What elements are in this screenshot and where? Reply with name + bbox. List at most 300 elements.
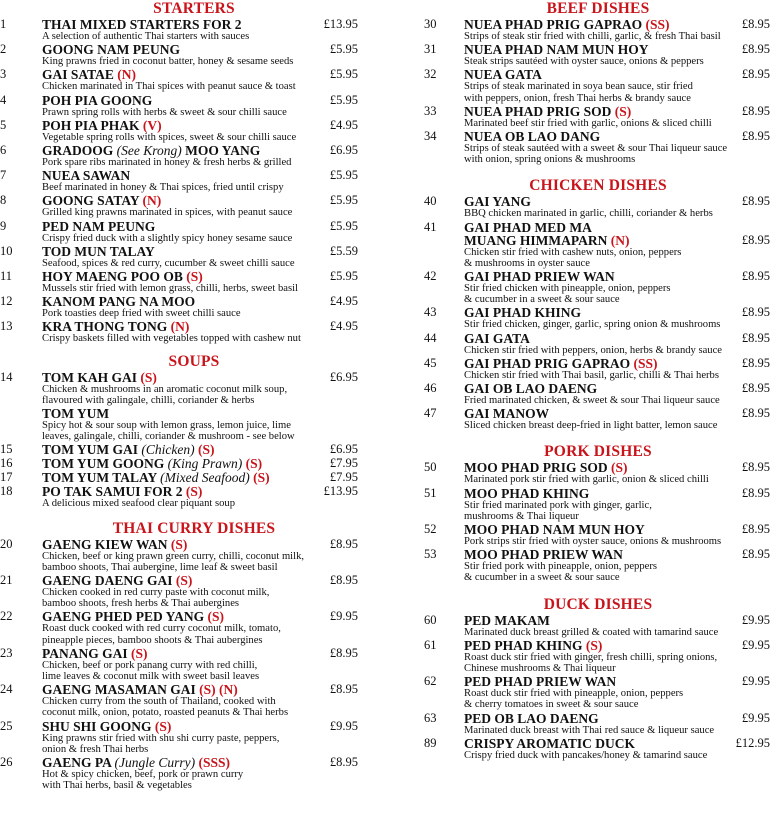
menu-item xyxy=(420,382,776,406)
menu-item xyxy=(0,538,388,573)
menu-item xyxy=(420,548,776,583)
menu-item xyxy=(0,119,388,143)
item-name-text: PO TAK SAMUI FOR 2 xyxy=(42,484,183,500)
item-name xyxy=(464,68,776,81)
item-number: 20 xyxy=(0,536,13,551)
item-description: King prawns stir fried with shu shi curry paste, peppers, xyxy=(42,732,280,744)
item-name xyxy=(464,523,776,536)
item-description: Spicy hot & sour soup with lemon grass, lemon juice, lime xyxy=(42,420,291,432)
dietary-tag: (N) xyxy=(170,319,190,335)
item-name-text: GAI PHAD PRIG GAPRAO xyxy=(464,355,631,371)
item-price: £9.95 xyxy=(741,674,770,689)
item-price: £8.95 xyxy=(741,269,770,284)
item-name xyxy=(464,407,776,420)
item-description: Chicken cooked in red curry paste with coconut milk, xyxy=(42,587,270,599)
item-number: 14 xyxy=(0,369,13,384)
item-name-text: PED NAM PEUNG xyxy=(42,218,156,234)
dietary-tag: (S) (N) xyxy=(199,682,238,698)
item-name-line2 xyxy=(464,234,776,247)
dietary-tag: (S) xyxy=(197,442,215,458)
item-number: 43 xyxy=(424,305,437,320)
item-number: 6 xyxy=(0,143,7,158)
section-title: BEEF DISHES xyxy=(546,0,650,17)
item-name xyxy=(464,18,776,31)
menu-item xyxy=(420,357,776,381)
item-name xyxy=(464,487,776,500)
item-description: Mussels stir fried with lemon grass, chilli, herbs, sweet basil xyxy=(42,283,298,295)
item-price: £9.95 xyxy=(741,710,770,725)
item-price: £5.95 xyxy=(329,218,358,233)
item-price: £8.95 xyxy=(329,573,358,588)
item-name-text: GAENG KIEW WAN xyxy=(42,536,168,552)
menu-item xyxy=(0,245,388,269)
item-number: 41 xyxy=(424,219,437,234)
menu-item xyxy=(0,471,388,484)
menu-item xyxy=(0,683,388,718)
item-number: 40 xyxy=(424,194,437,209)
item-number: 16 xyxy=(0,456,13,471)
dietary-tag: (SS) xyxy=(633,355,658,371)
menu-item xyxy=(420,18,776,42)
item-number: 30 xyxy=(424,17,437,31)
dietary-tag: (N) xyxy=(117,67,137,83)
item-name-text: POH PIA PHAK xyxy=(42,117,140,133)
item-number: 15 xyxy=(0,442,13,457)
item-description: Pork toasties deep fried with sweet chilli sauce xyxy=(42,308,241,320)
menu-item xyxy=(0,68,388,92)
item-name-text: GAI YANG xyxy=(464,194,531,210)
item-price: £8.95 xyxy=(741,194,770,209)
item-name-text: GAI SATAE xyxy=(42,67,114,83)
item-number: 18 xyxy=(0,484,13,499)
item-name-text: MOO PHAD PRIG SOD xyxy=(464,460,608,476)
menu-section xyxy=(420,177,776,431)
item-price: £8.95 xyxy=(741,381,770,396)
menu-item xyxy=(0,720,388,755)
item-name-text: KRA THONG TONG xyxy=(42,319,168,335)
menu-item xyxy=(0,610,388,645)
item-number: 13 xyxy=(0,319,13,334)
item-description: Chicken & mushrooms in an aromatic coconut milk soup, xyxy=(42,383,288,395)
item-number: 47 xyxy=(424,406,437,421)
item-name-text: GAENG PHED PED YANG xyxy=(42,609,205,625)
item-description: mushrooms & Thai liqueur xyxy=(464,510,579,522)
item-description: Seafood, spices & red curry, cucumber & sweet chilli sauce xyxy=(42,257,295,269)
item-number: 50 xyxy=(424,460,437,475)
dietary-tag: (S) xyxy=(207,609,225,625)
item-price: £13.95 xyxy=(323,17,358,31)
item-name-text: MUANG HIMMAPARN xyxy=(464,232,608,248)
menu-item xyxy=(420,639,776,674)
dietary-tag: (S) xyxy=(186,269,203,285)
item-number: 42 xyxy=(424,269,437,284)
dietary-tag: (S) xyxy=(585,637,603,653)
item-name xyxy=(464,461,776,474)
section-title: CHICKEN DISHES xyxy=(529,177,667,195)
item-name-note: (Jungle Curry) xyxy=(114,755,196,771)
left-column xyxy=(0,0,388,792)
item-price: £5.95 xyxy=(329,269,358,284)
item-number: 11 xyxy=(0,269,13,284)
item-description: Strips of steak stir fried with chilli, garlic, & fresh Thai basil xyxy=(464,31,721,42)
item-name xyxy=(464,332,776,345)
item-number: 10 xyxy=(0,243,13,258)
item-description: Chicken, beef or king prawn green curry, chilli, coconut milk, xyxy=(42,550,305,562)
dietary-tag: (SS) xyxy=(645,17,670,32)
menu-item xyxy=(420,195,776,219)
menu-item xyxy=(0,485,388,509)
item-price: £8.95 xyxy=(741,330,770,345)
menu-section xyxy=(0,353,388,510)
item-number: 60 xyxy=(424,612,437,627)
item-description: Marinated duck breast grilled & coated with tamarind sauce xyxy=(464,626,719,638)
item-name-text: PED OB LAO DAENG xyxy=(464,710,599,726)
item-number: 23 xyxy=(0,645,13,660)
item-name-text: PED MAKAM xyxy=(464,612,550,628)
item-number: 61 xyxy=(424,637,437,652)
menu-item xyxy=(0,94,388,118)
item-name-text: PED PHAD PRIEW WAN xyxy=(464,674,617,690)
item-name-text: MOO PHAD KHING xyxy=(464,485,590,501)
item-number: 62 xyxy=(424,674,437,689)
item-name-text: MOO PHAD PRIEW WAN xyxy=(464,547,623,563)
item-price: £7.95 xyxy=(329,456,358,471)
item-price: £6.95 xyxy=(329,442,358,457)
item-name-text: THAI MIXED STARTERS FOR 2 xyxy=(42,17,242,32)
section-title: THAI CURRY DISHES xyxy=(112,519,276,537)
menu-item xyxy=(420,675,776,710)
item-number: 89 xyxy=(424,735,437,750)
item-price: £5.95 xyxy=(329,193,358,208)
menu-item xyxy=(420,487,776,522)
item-description: onion & fresh Thai herbs xyxy=(42,743,149,755)
item-price: £5.59 xyxy=(329,243,358,258)
item-name xyxy=(464,130,776,143)
item-name-text: NUEA PHAD PRIG GAPRAO xyxy=(464,17,643,32)
item-name-text: GOONG NAM PEUNG xyxy=(42,42,180,58)
item-name-text: GAI MANOW xyxy=(464,406,550,422)
menu-item xyxy=(0,169,388,193)
item-description: Fried marinated chicken, & sweet & sour Thai liqueur sauce xyxy=(464,395,720,407)
menu-item xyxy=(0,270,388,294)
menu-item xyxy=(0,647,388,682)
item-description: Roast duck stir fried with ginger, fresh chilli, spring onions, xyxy=(464,651,718,663)
item-name-text: NUEA OB LAO DANG xyxy=(464,129,601,145)
item-number: 33 xyxy=(424,103,437,118)
menu-item xyxy=(420,461,776,485)
item-name xyxy=(464,195,776,208)
item-number: 7 xyxy=(0,168,7,183)
dietary-tag: (N) xyxy=(142,193,162,209)
item-description: Strips of steak sautéed with a sweet & sour Thai liqueur sauce xyxy=(464,143,728,155)
item-number: 46 xyxy=(424,381,437,396)
menu-item xyxy=(420,306,776,330)
item-price: £8.95 xyxy=(329,645,358,660)
right-column xyxy=(420,0,776,761)
item-price: £8.95 xyxy=(741,232,770,247)
item-description: Chicken, beef or pork panang curry with red chilli, xyxy=(42,659,258,671)
item-number: 24 xyxy=(0,682,13,697)
item-number: 1 xyxy=(0,17,7,31)
item-name xyxy=(464,382,776,395)
item-number: 9 xyxy=(0,218,7,233)
menu-section xyxy=(0,0,388,345)
menu-item xyxy=(0,574,388,609)
item-name-text: KANOM PANG NA MOO xyxy=(42,294,196,310)
dietary-tag: (S) xyxy=(253,470,270,486)
item-number: 63 xyxy=(424,710,437,725)
item-name-text: GAENG MASAMAN GAI xyxy=(42,682,196,698)
menu-item xyxy=(0,457,388,470)
item-description: Prawn spring rolls with herbs & sweet & sour chilli sauce xyxy=(42,106,287,118)
dietary-tag: (SSS) xyxy=(198,755,231,771)
item-price: £5.95 xyxy=(329,67,358,82)
menu-item xyxy=(0,756,388,791)
item-name-text: GAENG DAENG GAI xyxy=(42,573,173,589)
item-price: £4.95 xyxy=(329,117,358,132)
item-price: £8.95 xyxy=(741,355,770,370)
item-price: £8.95 xyxy=(741,406,770,421)
item-description: Chicken marinated in Thai spices with peanut sauce & toast xyxy=(42,81,296,93)
item-name-note: (Mixed Seafood) xyxy=(160,470,250,486)
dietary-tag: (S) xyxy=(185,484,203,500)
menu-item xyxy=(0,407,388,442)
item-name xyxy=(464,614,776,627)
item-number: 8 xyxy=(0,193,7,208)
item-name-text: GAI OB LAO DAENG xyxy=(464,381,598,397)
menu-item xyxy=(420,68,776,103)
item-name-text: GAI PHAD KHING xyxy=(464,305,582,321)
item-name xyxy=(464,675,776,688)
item-description: & cucumber in a sweet & sour sauce xyxy=(464,572,620,584)
item-name-text: TOD MUN TALAY xyxy=(42,243,155,259)
item-number: 3 xyxy=(0,67,7,82)
item-number: 45 xyxy=(424,355,437,370)
dietary-tag: (S) xyxy=(154,718,172,734)
menu-item xyxy=(420,523,776,547)
item-price: £8.95 xyxy=(741,103,770,118)
item-name-text: GRADOOG xyxy=(42,143,114,159)
item-number: 53 xyxy=(424,547,437,562)
menu-item xyxy=(420,105,776,129)
item-name-note: (Chicken) xyxy=(141,442,195,458)
item-number: 52 xyxy=(424,522,437,537)
menu-item xyxy=(0,320,388,344)
item-price: £5.95 xyxy=(329,42,358,57)
item-name-text: GAI PHAD MED MA xyxy=(464,219,592,235)
item-price: £7.95 xyxy=(329,470,358,485)
item-price: £8.95 xyxy=(741,485,770,500)
menu-item xyxy=(0,18,388,42)
item-description: & cherry tomatoes in sweet & sour sauce xyxy=(464,699,639,711)
item-name-note: (King Prawn) xyxy=(167,456,243,472)
item-price: £9.95 xyxy=(329,718,358,733)
menu-item xyxy=(420,614,776,638)
item-name xyxy=(464,548,776,561)
item-description: bamboo shoots, Thai aubergine, lime leaf & sweet basil xyxy=(42,561,278,573)
item-description: leaves, galingale, chilli, coriander & mushroom - see below xyxy=(42,431,295,443)
item-name-text: GAI PHAD PRIEW WAN xyxy=(464,269,615,285)
item-description: Chicken stir fried with Thai basil, garlic, chilli & Thai herbs xyxy=(464,369,719,381)
item-name-suffix: MOO YANG xyxy=(185,143,261,159)
item-price: £8.95 xyxy=(741,460,770,475)
section-title: STARTERS xyxy=(153,0,235,17)
menu-item xyxy=(0,371,388,406)
dietary-tag: (S) xyxy=(245,456,263,472)
menu-section xyxy=(0,520,388,792)
item-number: 22 xyxy=(0,609,13,624)
item-price: £5.95 xyxy=(329,92,358,107)
item-description: Chicken curry from the south of Thailand, cooked with xyxy=(42,696,276,708)
item-description: Chinese mushrooms & Thai liqueur xyxy=(464,663,616,675)
item-description: Stir fried marinated pork with ginger, garlic, xyxy=(464,499,652,511)
item-description: Strips of steak marinated in soya bean sauce, stir fried xyxy=(464,81,693,93)
item-description: Vegetable spring rolls with spices, sweet & sour chilli sauce xyxy=(42,131,297,143)
item-description: King prawns fried in coconut batter, honey & sesame seeds xyxy=(42,56,294,68)
item-description: Roast duck stir fried with pineapple, onion, peppers xyxy=(464,688,684,700)
item-description: Steak strips sautéed with oyster sauce, onions & peppers xyxy=(464,56,704,68)
item-price: £8.95 xyxy=(741,17,770,31)
item-price: £13.95 xyxy=(323,484,358,499)
item-number: 5 xyxy=(0,117,7,132)
item-price: £8.95 xyxy=(741,522,770,537)
item-name xyxy=(464,105,776,118)
item-number: 44 xyxy=(424,330,437,345)
item-description: & cucumber in a sweet & sour sauce xyxy=(464,294,620,306)
item-number: 17 xyxy=(0,470,13,485)
section-title: SOUPS xyxy=(168,352,220,370)
item-number: 34 xyxy=(424,129,437,144)
item-price: £6.95 xyxy=(329,369,358,384)
item-name-note: (See Krong) xyxy=(116,143,182,159)
item-description: coconut milk, onion, potato, roasted peanuts & Thai herbs xyxy=(42,707,289,719)
item-number: 21 xyxy=(0,573,13,588)
menu-item xyxy=(0,295,388,319)
menu-item xyxy=(420,270,776,305)
item-name-text: TOM YUM GOONG xyxy=(42,456,165,472)
item-price: £12.95 xyxy=(735,735,770,750)
item-name-text: POH PIA GOONG xyxy=(42,92,153,108)
item-price: £8.95 xyxy=(741,42,770,57)
item-description: with onion, spring onions & mushrooms xyxy=(464,154,636,166)
item-number: 12 xyxy=(0,294,13,309)
item-description: pineapple pieces, bamboo shoots & Thai aubergines xyxy=(42,634,263,646)
item-description: A delicious mixed seafood clear piquant soup xyxy=(42,498,235,510)
item-price: £9.95 xyxy=(741,612,770,627)
item-description: lime leaves & coconut milk with sweet basil leaves xyxy=(42,671,260,683)
item-description: BBQ chicken marinated in garlic, chilli, coriander & herbs xyxy=(464,208,713,220)
item-name-text: TOM YUM TALAY xyxy=(42,470,157,486)
menu-item xyxy=(420,130,776,165)
menu-section xyxy=(420,443,776,583)
item-number: 25 xyxy=(0,718,13,733)
menu-item xyxy=(420,407,776,431)
item-price: £8.95 xyxy=(741,305,770,320)
item-price: £8.95 xyxy=(329,755,358,770)
item-description: & mushrooms in oyster sauce xyxy=(464,257,590,269)
item-number: 51 xyxy=(424,485,437,500)
item-name xyxy=(42,407,388,420)
menu-item xyxy=(0,144,388,168)
item-description: Hot & spicy chicken, beef, pork or prawn curry xyxy=(42,769,244,781)
item-name-text: GAENG PA xyxy=(42,755,112,771)
item-description: Crispy baskets filled with vegetables topped with cashew nut xyxy=(42,333,301,345)
item-description: Stir fried chicken, ginger, garlic, spring onion & mushrooms xyxy=(464,319,721,331)
item-name-text: NUEA PHAD NAM MUN HOY xyxy=(464,42,649,58)
menu-item xyxy=(0,43,388,67)
item-description: Grilled king prawns marinated in spices, with peanut sauce xyxy=(42,207,293,219)
item-name-text: NUEA GATA xyxy=(464,67,542,83)
item-description: with peppers, onion, fresh Thai herbs & brandy sauce xyxy=(464,92,691,104)
item-description: flavoured with galingale, chilli, coriander & herbs xyxy=(42,394,255,406)
item-description: Roast duck cooked with red curry coconut milk, tomato, xyxy=(42,623,281,635)
item-name xyxy=(464,43,776,56)
item-name xyxy=(464,737,776,750)
item-description: Stir fried chicken with pineapple, onion, peppers xyxy=(464,283,671,295)
item-price: £8.95 xyxy=(741,67,770,82)
dietary-tag: (S) xyxy=(611,460,628,476)
item-description: Stir fried pork with pineapple, onion, peppers xyxy=(464,561,657,573)
item-name xyxy=(464,306,776,319)
item-price: £8.95 xyxy=(329,682,358,697)
item-price: £6.95 xyxy=(329,143,358,158)
menu-item xyxy=(420,332,776,356)
item-name-text: MOO PHAD NAM MUN HOY xyxy=(464,522,645,538)
item-name-text: PED PHAD KHING xyxy=(464,637,583,653)
item-name xyxy=(464,270,776,283)
item-description: with Thai herbs, basil & vegetables xyxy=(42,780,192,792)
item-price: £8.95 xyxy=(741,129,770,144)
item-description: Marinated pork stir fried with garlic, onion & sliced chilli xyxy=(464,474,709,486)
dietary-tag: (S) xyxy=(170,536,188,552)
dietary-tag: (N) xyxy=(610,232,630,248)
item-name xyxy=(464,357,776,370)
item-description: bamboo shoots, fresh herbs & Thai aubergines xyxy=(42,598,240,610)
item-name-text: NUEA PHAD PRIG SOD xyxy=(464,103,612,119)
item-name-text: PANANG GAI xyxy=(42,645,128,661)
item-description: Pork strips stir fried with oyster sauce, onions & mushrooms xyxy=(464,536,722,548)
item-number: 32 xyxy=(424,67,437,82)
item-description: Marinated duck breast with Thai red sauce & liqueur sauce xyxy=(464,724,715,736)
menu-item xyxy=(420,221,776,269)
item-name-text: SHU SHI GOONG xyxy=(42,718,152,734)
menu-item xyxy=(0,220,388,244)
item-name-text: TOM YUM xyxy=(42,406,110,422)
dietary-tag: (S) xyxy=(614,103,632,119)
menu-item xyxy=(0,194,388,218)
dietary-tag: (S) xyxy=(131,645,148,661)
item-price: £4.95 xyxy=(329,294,358,309)
item-name-text: CRISPY AROMATIC DUCK xyxy=(464,735,636,751)
dietary-tag: (S) xyxy=(140,369,157,385)
menu-item xyxy=(420,737,776,761)
item-price: £8.95 xyxy=(741,547,770,562)
item-price: £8.95 xyxy=(329,536,358,551)
item-number: 26 xyxy=(0,755,13,770)
item-name-text: GOONG SATAY xyxy=(42,193,140,209)
item-description: Beef marinated in honey & Thai spices, fried until crispy xyxy=(42,182,284,194)
item-name-text: HOY MAENG POO OB xyxy=(42,269,183,285)
item-price: £4.95 xyxy=(329,319,358,334)
item-name xyxy=(464,639,776,652)
item-number: 31 xyxy=(424,42,437,57)
item-name xyxy=(464,712,776,725)
section-title: PORK DISHES xyxy=(544,443,652,461)
item-description: Sliced chicken breast deep-fried in light batter, lemon sauce xyxy=(464,420,718,432)
dietary-tag: (S) xyxy=(175,573,193,589)
menu-item xyxy=(420,43,776,67)
menu-section xyxy=(420,596,776,761)
